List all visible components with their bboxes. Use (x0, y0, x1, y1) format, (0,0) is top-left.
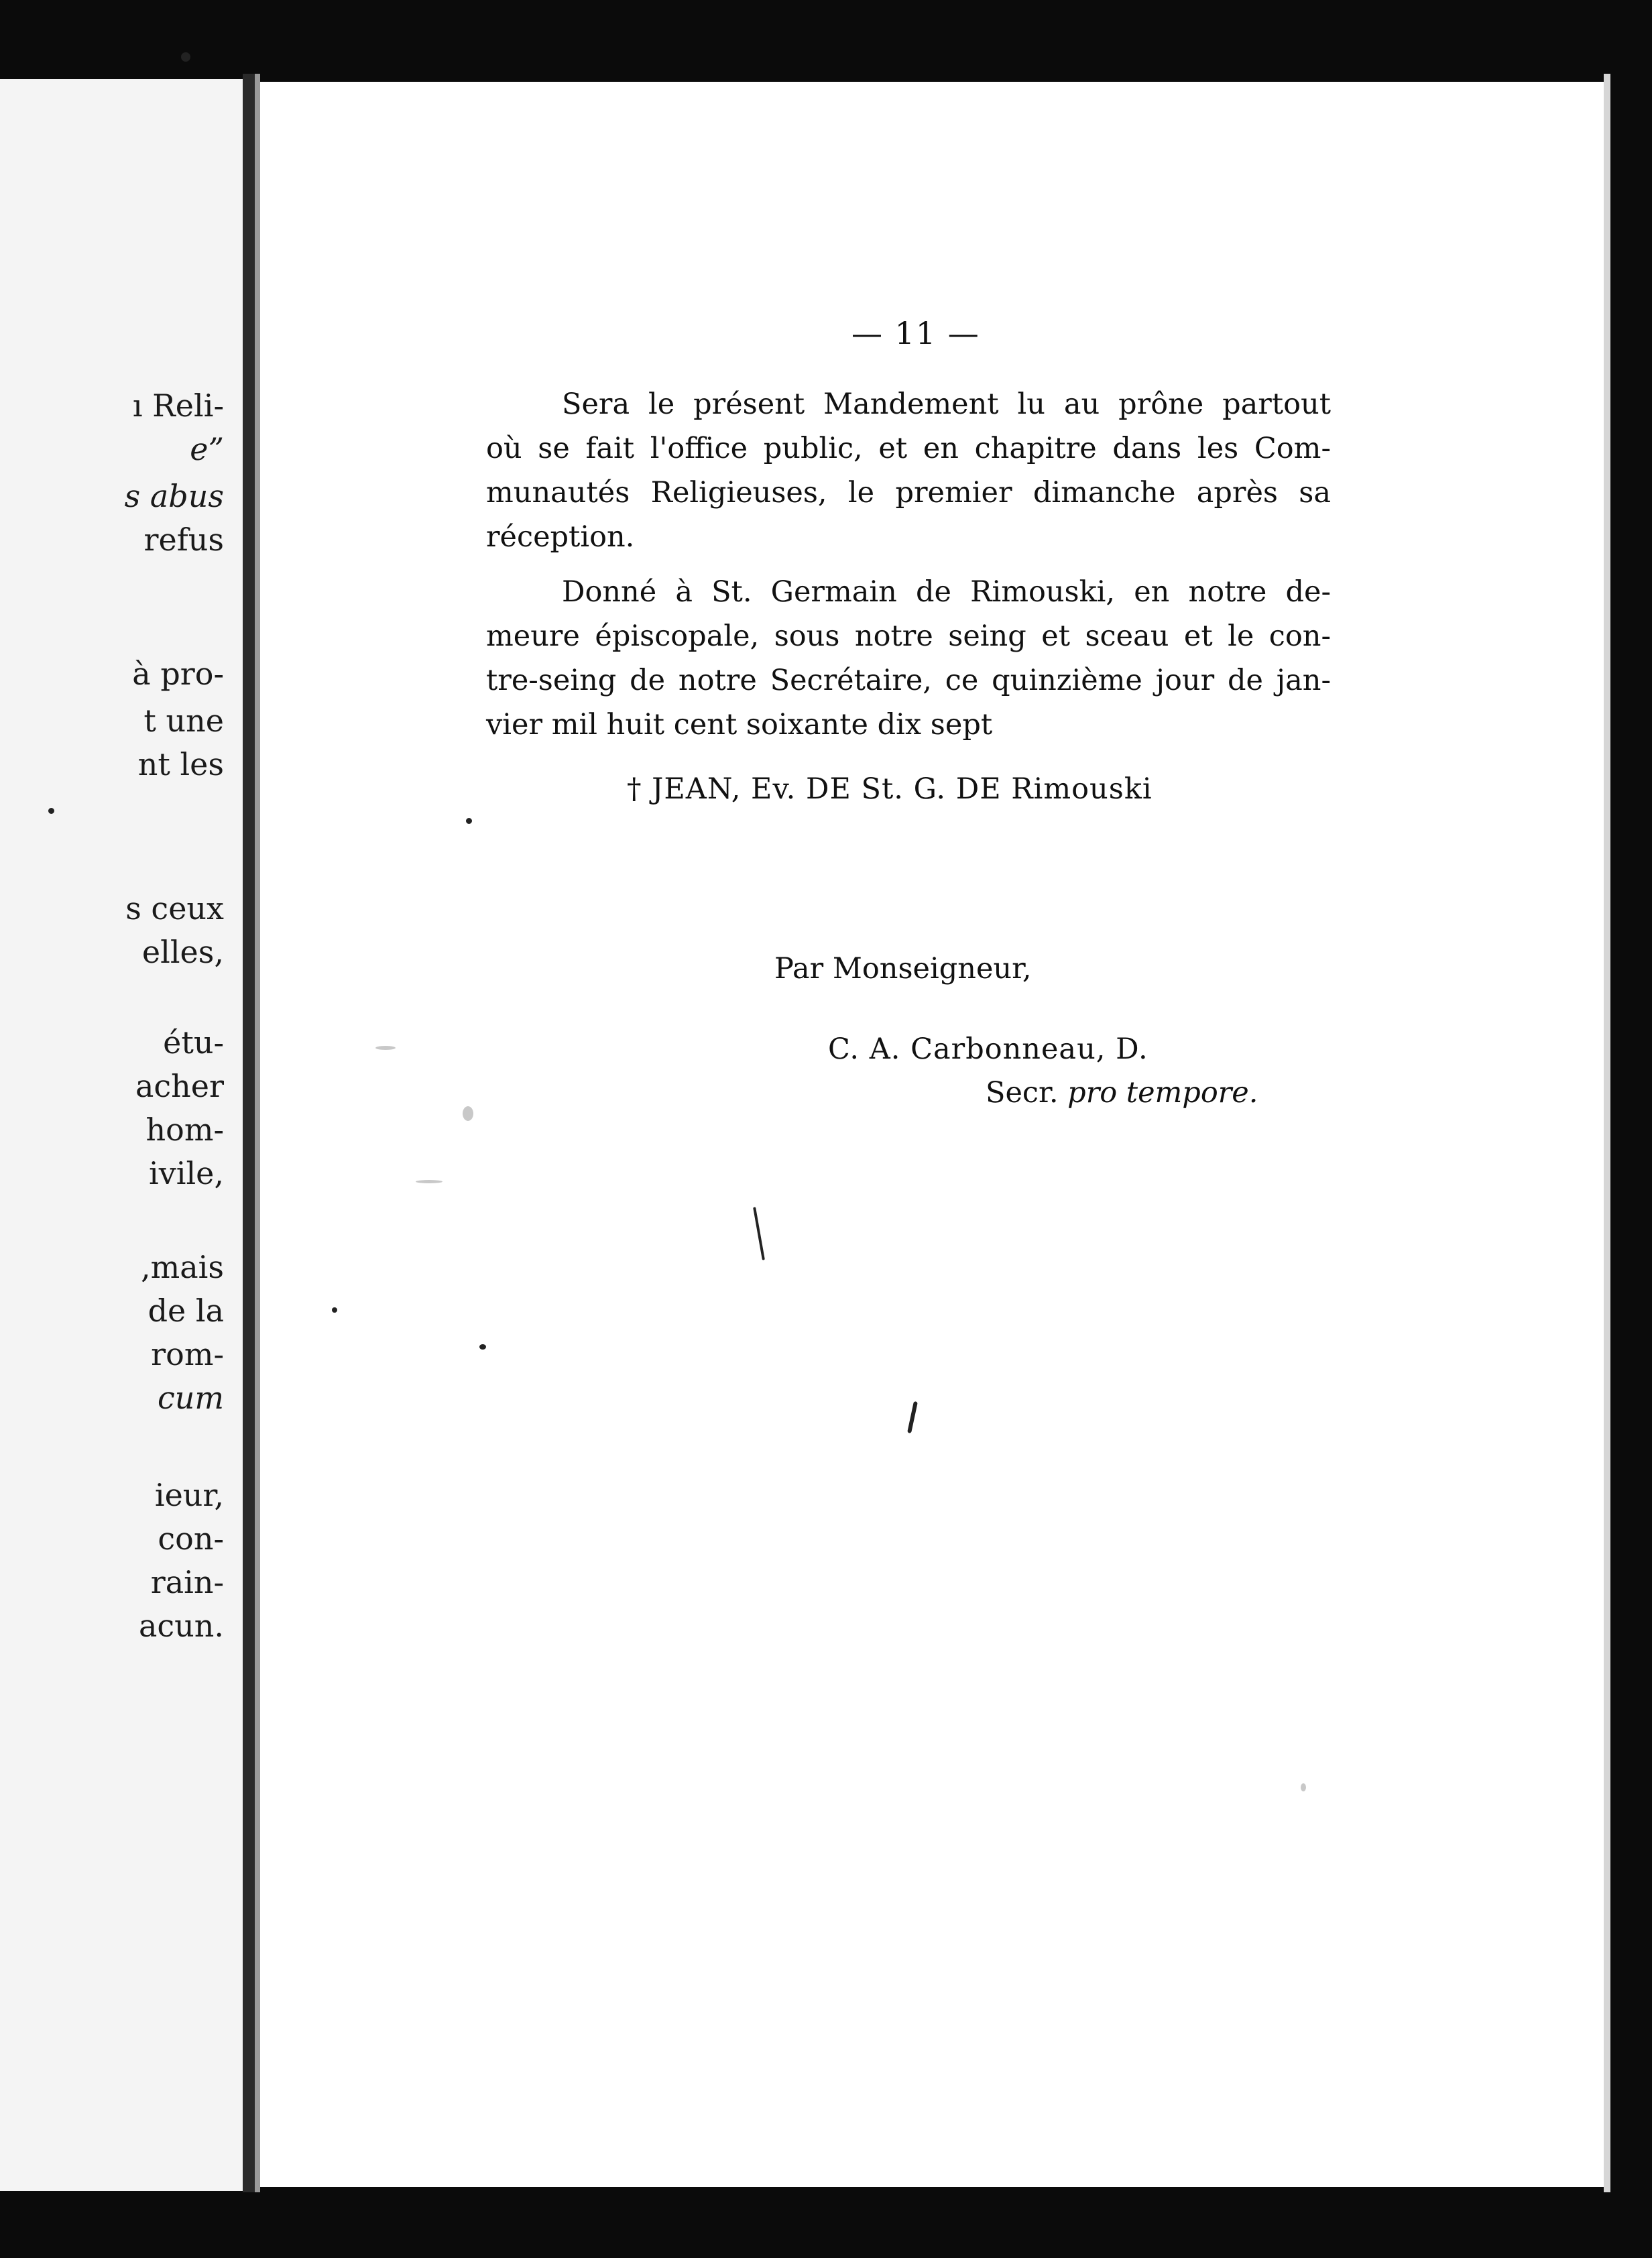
left-fragment-line: ieur, (154, 1477, 224, 1513)
secretary-title (986, 1076, 1258, 1110)
left-fragment-line: ivile, (149, 1155, 224, 1191)
left-fragment-line: à pro- (132, 656, 224, 692)
faint-bleed-through (416, 1180, 442, 1183)
paragraph-2-line: vier mil huit cent soixante dix sept (486, 708, 993, 741)
paragraph-2-line: Donné à St. Germain de Rimouski, en notre de- (562, 575, 1331, 609)
page-right-edge (1604, 74, 1610, 2192)
paragraph-1-line: où se fait l'office public, et en chapitre dans les Com- (486, 432, 1331, 465)
faint-bleed-through (375, 1046, 396, 1050)
left-fragment-line: refus (143, 522, 224, 558)
secretary-title-italic: pro tempore. (1067, 1076, 1258, 1110)
paragraph-2-line: meure épiscopale, sous notre seing et sceau et le con- (486, 619, 1331, 653)
left-fragment-line: con- (158, 1521, 224, 1557)
previous-page-fragment (0, 79, 243, 2191)
secretary-title-prefix: Secr. (986, 1076, 1059, 1110)
left-fragment-line: t une (143, 703, 224, 739)
left-fragment-line: étu- (163, 1024, 224, 1061)
left-fragment-line: ,mais (141, 1249, 224, 1285)
left-fragment-line: nt les (137, 746, 224, 782)
secretary-name: C. A. Carbonneau, D. (828, 1032, 1148, 1066)
paragraph-1-line: réception. (486, 520, 635, 554)
scan-speck (181, 52, 190, 62)
scan-speck (466, 818, 472, 824)
paragraph-1-line: munautés Religieuses, le premier dimanche après sa (486, 476, 1331, 510)
scan-speck (332, 1307, 337, 1313)
faint-bleed-through (1301, 1783, 1306, 1791)
closing-line: Par Monseigneur, (774, 952, 1032, 986)
left-fragment-line: s ceux (125, 890, 224, 927)
left-fragment-line: hom- (145, 1112, 224, 1148)
left-fragment-line: de la (148, 1293, 224, 1329)
book-gutter-edge (255, 74, 260, 2192)
page-number: — 11 — (851, 315, 980, 351)
left-fragment-line: rain- (150, 1564, 224, 1600)
left-fragment-line: acun. (138, 1608, 224, 1644)
paragraph-2-line: tre-seing de notre Secrétaire, ce quinzième jour de jan- (486, 664, 1331, 697)
left-fragment-line: s abus (124, 478, 224, 514)
scan-speck (479, 1344, 486, 1350)
paragraph-1-line: Sera le présent Mandement lu au prône partout (562, 388, 1331, 421)
left-fragment-line: e” (190, 431, 224, 467)
faint-bleed-through (463, 1106, 473, 1121)
bishop-signature: † JEAN, Ev. DE St. G. DE Rimouski (627, 772, 1153, 806)
book-gutter (243, 74, 255, 2192)
left-fragment-line: acher (135, 1068, 224, 1104)
scan-speck (48, 808, 54, 814)
left-fragment-line: cum (157, 1380, 224, 1416)
left-fragment-line: elles, (141, 934, 224, 970)
left-fragment-line: ı Reli- (132, 388, 224, 424)
left-fragment-line: rom- (151, 1336, 224, 1372)
